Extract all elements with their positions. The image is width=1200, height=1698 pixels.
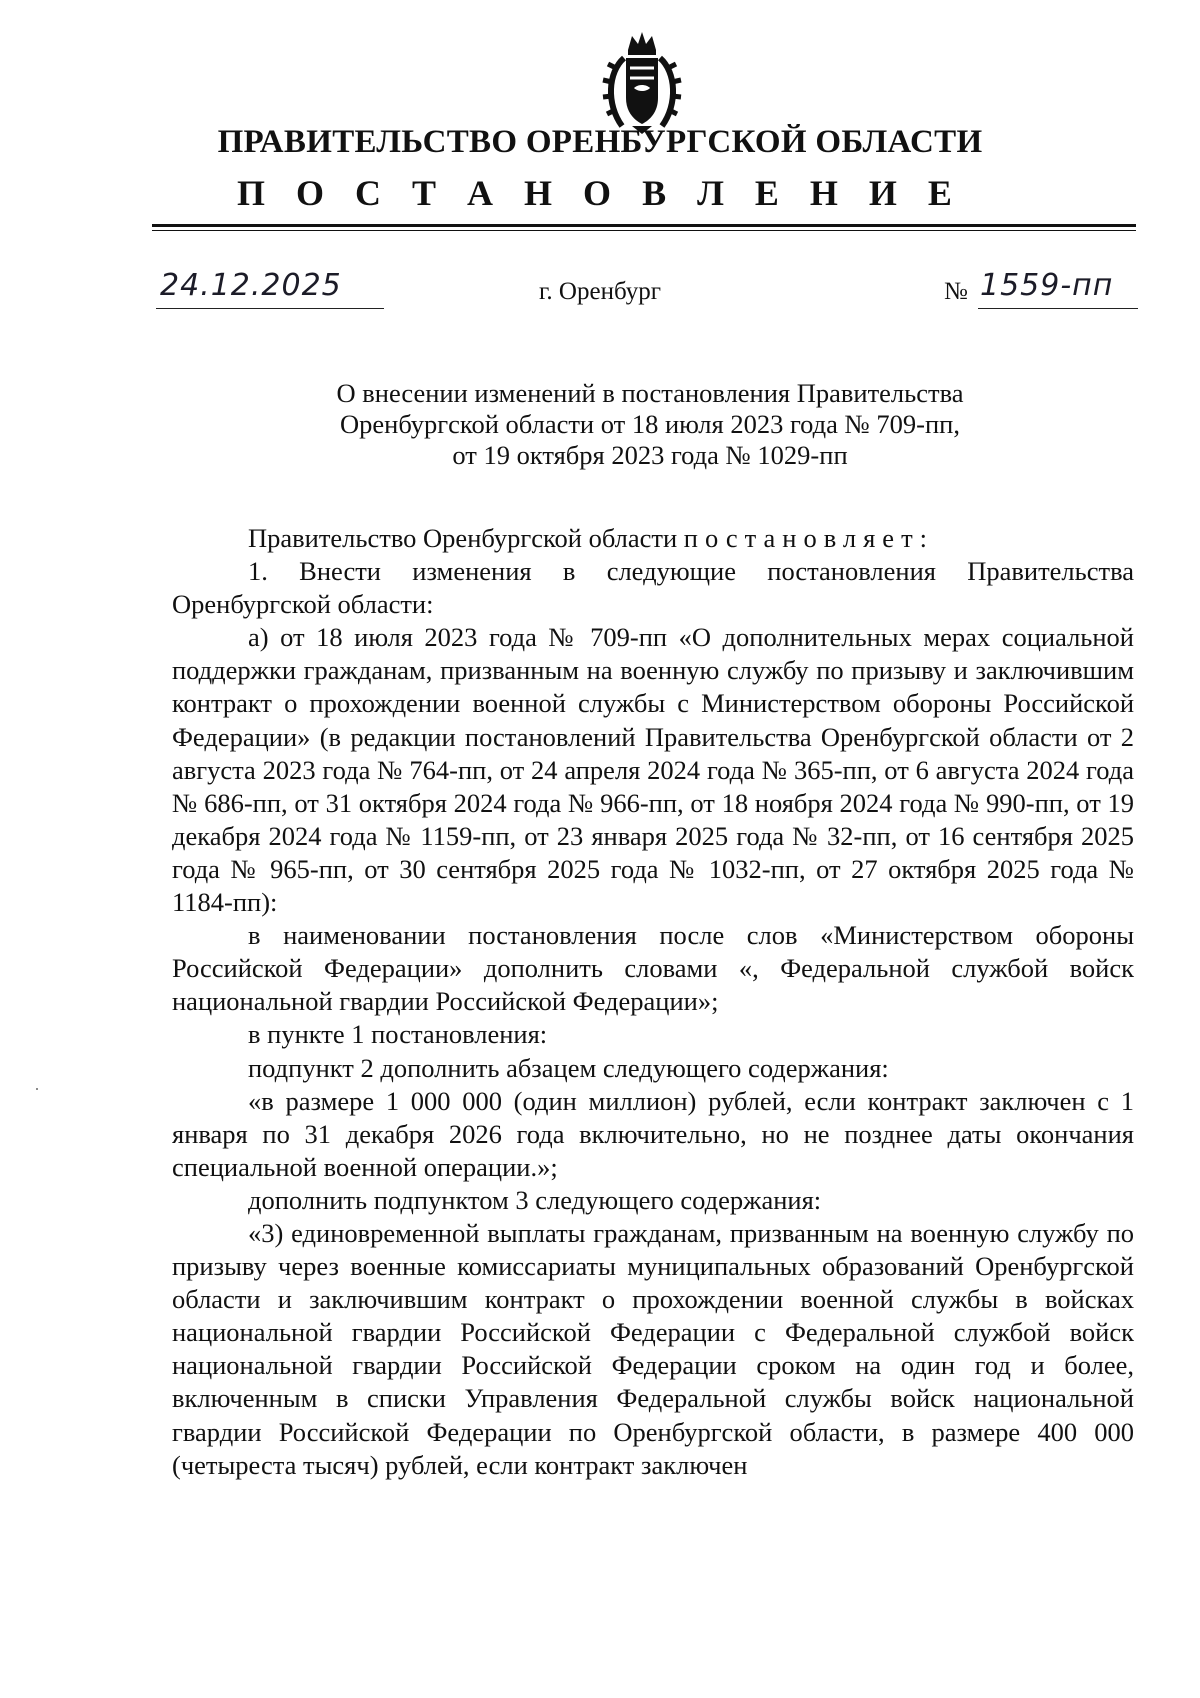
document-body [172, 522, 1134, 1482]
intro-paragraph [172, 522, 1134, 555]
header-rule-thick [152, 224, 1136, 227]
title-line: Оренбургской области от 18 июля 2023 года № 709-пп, [340, 409, 960, 439]
header-rule-thin [152, 230, 1136, 231]
body-paragraph: дополнить подпунктом 3 следующего содержания: [248, 1184, 822, 1215]
intro-prefix: Правительство Оренбургской области [248, 523, 684, 553]
intro-spaced-verb: постановляет [683, 523, 920, 553]
body-paragraph: «в размере 1 000 000 (один миллион) рублей, если контракт заключен с 1 января по 31 декабря 2026 года включительно, но не позднее даты окончания специальной военной операции.»; [172, 1085, 1134, 1182]
title-line: О внесении изменений в постановления Правительства [336, 378, 964, 408]
body-paragraph: а) от 18 июля 2023 года № 709-пп «О дополнительных мерах социальной поддержки гражданам, призванным на военную службу по призыву и заключившим контракт о прохождении военной службы с Министерством обороны Российской Федерации» (в редакции постановлений Правительства Оренбургской области от 2 августа 2023 года № 764-пп, от 24 апреля 2024 года № 365-пп, от 6 августа 2024 года № 686-пп, от 31 октября 2024 года № 966-пп, от 18 ноября 2024 года № 990-пп, от 19 декабря 2024 года № 1159-пп, от 23 января 2025 года № 32-пп, от 16 сентября 2025 года № 965-пп, от 30 сентября 2025 года № 1032-пп, от 27 октября 2025 года № 1184-пп): [172, 622, 1134, 918]
number-sign: № [944, 278, 968, 305]
handwritten-date: 24.12.2025 [160, 268, 342, 303]
scan-speck [36, 1088, 38, 1090]
intro-suffix: : [919, 523, 928, 553]
body-paragraph: в пункте 1 постановления: [248, 1019, 548, 1050]
handwritten-number: 1559-пп [980, 268, 1114, 303]
body-paragraph: 1. Внести изменения в следующие постановления Правительства Оренбургской области: [172, 556, 1134, 620]
body-paragraph: подпункт 2 дополнить абзацем следующего содержания: [248, 1052, 889, 1083]
document-title [250, 378, 1050, 471]
city-label: г. Оренбург [539, 278, 661, 305]
body-paragraph: «3) единовременной выплаты гражданам, призванным на военную службу по призыву через военные комиссариаты муниципальных образований Оренбургской области и заключившим контракт о прохождении военной службы в войсках национальной гвардии Российской Федерации с Федеральной службой войск национальной гвардии Российской Федерации сроком на один год и более, включенным в списки Управления Федеральной службы войск национальной гвардии Российской Федерации по Оренбургской области, в размере 400 000 (четыреста тысяч) рублей, если контракт заключен [172, 1217, 1134, 1480]
document-number-field [944, 268, 1144, 308]
number-underline [978, 268, 1138, 309]
organization-name: ПРАВИТЕЛЬСТВО ОРЕНБУРГСКОЙ ОБЛАСТИ [217, 124, 983, 160]
coat-of-arms-emblem [594, 28, 690, 138]
document-type: П О С Т А Н О В Л Е Н И Е [237, 173, 963, 213]
body-paragraph: в наименовании постановления после слов «Министерством обороны Российской Федерации» дополнить словами «, Федеральной службой войск национальной гвардии Российской Федерации»; [172, 920, 1134, 1017]
title-line: от 19 октября 2023 года № 1029-пп [452, 440, 848, 470]
